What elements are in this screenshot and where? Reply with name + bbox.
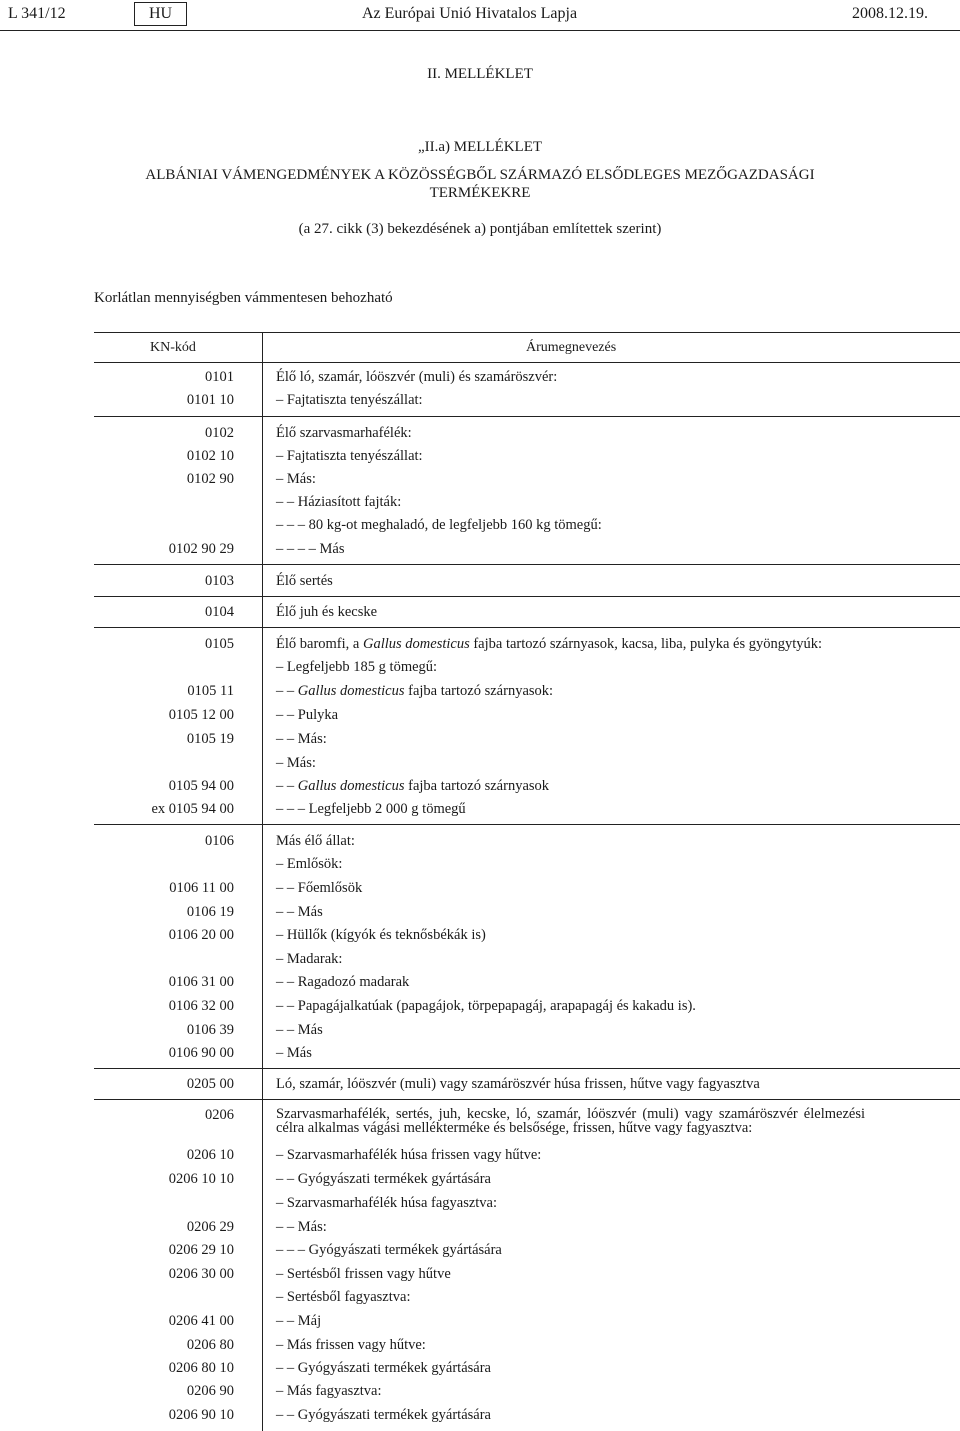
kn-code: 0102 90 xyxy=(186,471,234,487)
annex-reference: (a 27. cikk (3) bekezdésének a) pontjában említettek szerint) xyxy=(298,221,662,237)
goods-description: – Szarvasmarhafélék húsa frissen vagy hűtve: xyxy=(276,1147,542,1163)
column-header-description: Árumegnevezés xyxy=(526,340,617,355)
publication-date: 2008.12.19. xyxy=(852,5,928,22)
description-text: Élő baromfi, a xyxy=(276,636,363,652)
goods-description: – – – Legfeljebb 2 000 g tömegű xyxy=(276,801,466,817)
page-reference: L 341/12 xyxy=(8,5,66,22)
goods-description: – Más frissen vagy hűtve: xyxy=(276,1337,426,1353)
kn-code: 0106 20 00 xyxy=(168,927,234,943)
goods-description: – – Pulyka xyxy=(276,707,339,723)
kn-code: 0206 41 00 xyxy=(168,1313,234,1329)
kn-code: 0206 29 xyxy=(186,1219,234,1235)
species-name: Gallus domesticus xyxy=(362,636,470,652)
goods-description: – Madarak: xyxy=(276,951,343,967)
row-group-rule xyxy=(94,1068,960,1069)
description-text: – – xyxy=(276,778,298,794)
species-name: Gallus domesticus xyxy=(297,778,405,794)
kn-code: 0105 19 xyxy=(186,731,234,747)
kn-code: 0102 xyxy=(205,425,234,441)
goods-description: – Más xyxy=(276,1045,312,1061)
table-top-rule xyxy=(94,332,960,333)
goods-description xyxy=(276,636,822,652)
annex-title: II. MELLÉKLET xyxy=(427,66,533,82)
kn-code: 0105 11 xyxy=(187,683,234,699)
goods-description: Élő ló, szamár, lóöszvér (muli) és szamáröszvér: xyxy=(276,369,558,385)
goods-description xyxy=(276,683,553,699)
goods-description: – – Más xyxy=(276,1022,323,1038)
kn-code: 0101 xyxy=(205,369,234,385)
language-badge: HU xyxy=(134,2,187,26)
goods-description: – Fajtatiszta tenyészállat: xyxy=(276,392,423,408)
goods-description: – Más: xyxy=(276,471,316,487)
kn-code: 0106 31 00 xyxy=(168,974,234,990)
goods-description: – – – 80 kg-ot meghaladó, de legfeljebb 160 kg tömegű: xyxy=(276,517,602,533)
goods-description: – – Ragadozó madarak xyxy=(276,974,410,990)
kn-code: 0206 xyxy=(205,1107,234,1123)
goods-description: Más élő állat: xyxy=(276,833,355,849)
kn-code: 0105 12 00 xyxy=(168,707,234,723)
kn-code: 0101 10 xyxy=(186,392,234,408)
journal-title: Az Európai Unió Hivatalos Lapja xyxy=(362,5,578,22)
kn-code: 0105 94 00 xyxy=(168,778,234,794)
goods-description: – – – – Más xyxy=(276,541,345,557)
annex-heading-line2: TERMÉKEKRE xyxy=(429,185,531,201)
goods-description: Élő sertés xyxy=(276,573,333,589)
kn-code: 0206 29 10 xyxy=(168,1242,234,1258)
kn-code: 0206 90 xyxy=(186,1383,234,1399)
goods-description: – Más: xyxy=(276,755,316,771)
intro-text: Korlátlan mennyiségben vámmentesen behozható xyxy=(94,290,393,306)
kn-code: 0206 90 10 xyxy=(168,1407,234,1423)
kn-code: 0102 10 xyxy=(186,448,234,464)
kn-code: 0106 39 xyxy=(186,1022,234,1038)
kn-code: ex 0105 94 00 xyxy=(151,801,234,817)
annex-subtitle: „II.a) MELLÉKLET xyxy=(417,139,543,155)
table-header-rule xyxy=(94,362,960,363)
kn-code: 0206 80 10 xyxy=(168,1360,234,1376)
kn-code: 0102 90 29 xyxy=(168,541,234,557)
description-text: fajba tartozó szárnyasok: xyxy=(404,683,554,699)
goods-description: Szarvasmarhafélék, sertés, juh, kecske, ló, szamár, lóöszvér (muli) vagy szamáröszvér élelmezési célra alkalmas vágási mellékterméke és belsősége, frissen, hűtve vagy fagyasztva: xyxy=(276,1106,865,1136)
kn-code: 0206 80 xyxy=(186,1337,234,1353)
goods-description: – Sertésből frissen vagy hűtve xyxy=(276,1266,451,1282)
description-text: fajba tartozó szárnyasok, kacsa, liba, pulyka és gyöngytyúk: xyxy=(469,636,823,652)
description-text: fajba tartozó szárnyasok xyxy=(404,778,550,794)
column-header-code: KN-kód xyxy=(150,340,196,355)
goods-description: – Sertésből fagyasztva: xyxy=(276,1289,411,1305)
kn-code: 0106 11 00 xyxy=(169,880,234,896)
goods-description: – – Máj xyxy=(276,1313,322,1329)
goods-description: – Más fagyasztva: xyxy=(276,1383,382,1399)
column-divider xyxy=(262,332,263,1431)
goods-description: – – – Gyógyászati termékek gyártására xyxy=(276,1242,502,1258)
goods-description: – Hüllők (kígyók és teknősbékák is) xyxy=(276,927,486,943)
kn-code: 0104 xyxy=(205,604,234,620)
kn-code: 0103 xyxy=(205,573,234,589)
row-group-rule xyxy=(94,627,960,628)
goods-description: – – Papagájalkatúak (papagájok, törpepapagáj, arapapagáj és kakadu is). xyxy=(276,998,696,1014)
goods-description: Élő szarvasmarhafélék: xyxy=(276,425,412,441)
goods-description: – – Háziasított fajták: xyxy=(276,494,402,510)
kn-code: 0206 10 xyxy=(186,1147,234,1163)
row-group-rule xyxy=(94,824,960,825)
kn-code: 0106 xyxy=(205,833,234,849)
page-header xyxy=(0,0,960,31)
row-group-rule xyxy=(94,1099,960,1100)
annex-heading-line1: ALBÁNIAI VÁMENGEDMÉNYEK A KÖZÖSSÉGBŐL SZÁRMAZÓ ELSŐDLEGES MEZŐGAZDASÁGI xyxy=(145,167,815,183)
goods-description: – Legfeljebb 185 g tömegű: xyxy=(276,659,438,675)
kn-code: 0205 00 xyxy=(186,1076,234,1092)
kn-code: 0106 19 xyxy=(186,904,234,920)
kn-code: 0206 30 00 xyxy=(168,1266,234,1282)
goods-description: – – Főemlősök xyxy=(276,880,363,896)
row-group-rule xyxy=(94,596,960,597)
goods-description: – – Gyógyászati termékek gyártására xyxy=(276,1360,491,1376)
row-group-rule xyxy=(94,416,960,417)
description-text: – – xyxy=(276,683,298,699)
goods-description: – – Más: xyxy=(276,1219,327,1235)
goods-description: – – Más: xyxy=(276,731,327,747)
goods-description: Élő juh és kecske xyxy=(276,604,378,620)
row-group-rule xyxy=(94,564,960,565)
kn-code: 0105 xyxy=(205,636,234,652)
goods-description: – – Gyógyászati termékek gyártására xyxy=(276,1407,491,1423)
goods-description: – Emlősök: xyxy=(276,856,343,872)
kn-code: 0106 32 00 xyxy=(168,998,234,1014)
goods-description: – Fajtatiszta tenyészállat: xyxy=(276,448,423,464)
goods-description xyxy=(276,778,549,794)
goods-description: – Szarvasmarhafélék húsa fagyasztva: xyxy=(276,1195,498,1211)
species-name: Gallus domesticus xyxy=(297,683,405,699)
goods-description: – – Más xyxy=(276,904,323,920)
goods-description: – – Gyógyászati termékek gyártására xyxy=(276,1171,491,1187)
kn-code: 0206 10 10 xyxy=(168,1171,234,1187)
goods-description: Ló, szamár, lóöszvér (muli) vagy szamáröszvér húsa frissen, hűtve vagy fagyasztva xyxy=(276,1076,760,1092)
kn-code: 0106 90 00 xyxy=(168,1045,234,1061)
